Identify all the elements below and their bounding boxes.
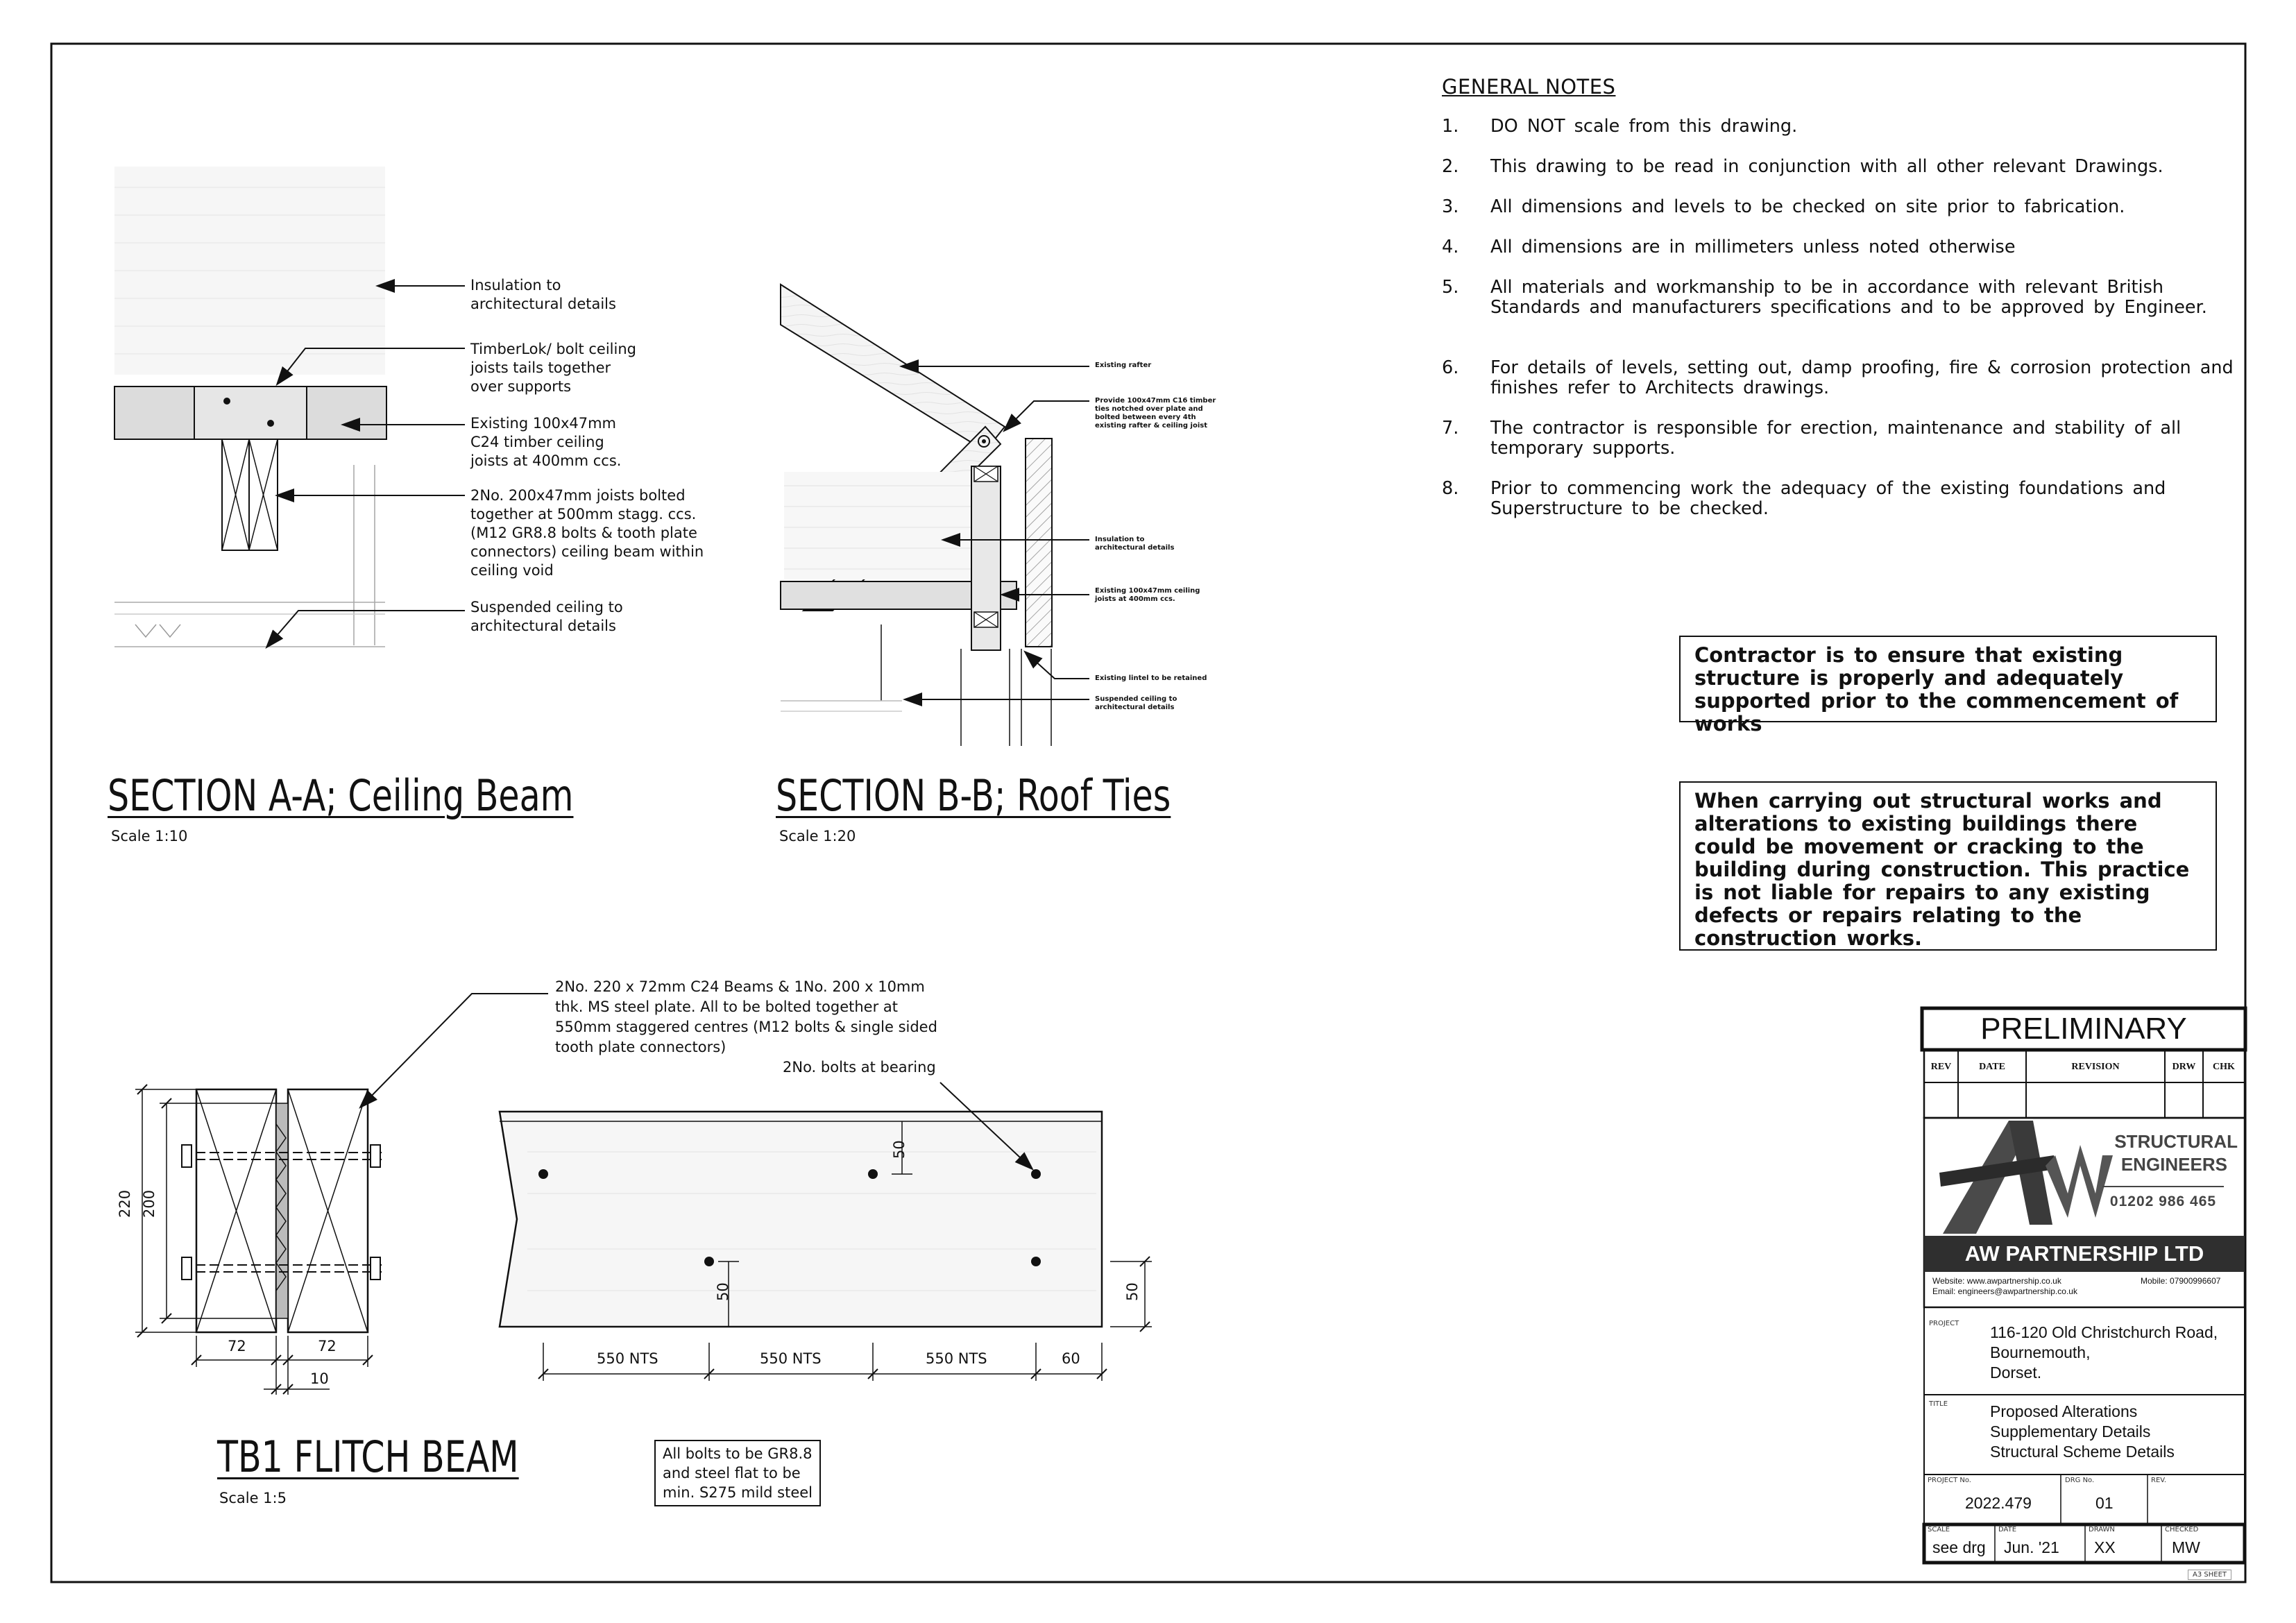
flitch-scale: Scale 1:5: [219, 1490, 287, 1506]
section-a-graphic: [114, 167, 465, 647]
note-text: All dimensions are in millimeters unless noted otherwise: [1490, 237, 2016, 257]
date-value: Jun. '21: [2004, 1538, 2059, 1556]
flitch-section-graphic: [135, 994, 548, 1395]
note-number: 7.: [1442, 418, 1459, 439]
scale-value: see drg: [1932, 1538, 1986, 1556]
bearing-note: 2No. bolts at bearing: [783, 1059, 936, 1076]
dim-10: 10: [310, 1370, 329, 1387]
note-text: All dimensions and levels to be checked on site prior to fabrication.: [1490, 196, 2125, 217]
dim-200: 200: [141, 1189, 158, 1218]
dim-60: 60: [1062, 1350, 1080, 1367]
dim-50-end: 50: [1124, 1282, 1141, 1301]
note-number: 6.: [1442, 357, 1459, 378]
rev-header: REV: [1930, 1062, 1952, 1072]
support-warning-box: Contractor is to ensure that existing structure is properly and adequately supported prior to the commencement of works: [1679, 636, 2217, 722]
company-tagline-engineers: ENGINEERS: [2120, 1154, 2227, 1175]
liability-warning-box: When carrying out structural works and alterations to existing buildings there could be movement or cracking to the building during construction. This practice is not liable for repairs to any existing defects or repairs relating to the construction works.: [1679, 781, 2217, 951]
project-label: PROJECT: [1929, 1320, 1959, 1327]
note-text: All materials and workmanship to be in accordance with relevant British Standards and manufacturers specifications and to be approved by Engineer.: [1490, 277, 2207, 318]
callout-ties: Provide 100x47mm C16 timber ties notched over plate and bolted between every 4th existing rafter & ceiling joist: [1095, 397, 1216, 430]
revision-header: REVISION: [2071, 1062, 2120, 1072]
chk-header: CHK: [2213, 1062, 2235, 1072]
callout-existing-joists: Existing 100x47mm C24 timber ceiling joists at 400mm ccs.: [470, 415, 622, 469]
note-number: 1.: [1442, 116, 1459, 137]
dim-220: 220: [117, 1189, 133, 1218]
date-label: DATE: [1998, 1526, 2017, 1533]
date-header: DATE: [1979, 1062, 2005, 1072]
note-text: This drawing to be read in conjunction with all other relevant Drawings.: [1490, 156, 2163, 177]
drawing-title: Proposed Alterations Supplementary Details Structural Scheme Details: [1990, 1402, 2175, 1461]
company-email: Email: engineers@awpartnership.co.uk: [1932, 1286, 2077, 1296]
rev-label: REV.: [2151, 1477, 2166, 1484]
company-phone: 01202 986 465: [2109, 1193, 2217, 1209]
flitch-elevation-graphic: [500, 1082, 1152, 1381]
callout-rafter: Existing rafter: [1095, 362, 1152, 369]
general-notes-title: GENERAL NOTES: [1442, 75, 1616, 99]
section-b-scale: Scale 1:20: [779, 828, 856, 844]
project-no-label: PROJECT No.: [1928, 1477, 1971, 1484]
dim-550-3: 550 NTS: [926, 1350, 987, 1367]
drw-header: DRW: [2172, 1062, 2196, 1072]
callout-insulation-b: Insulation to architectural details: [1095, 536, 1175, 552]
callout-timberlok: TimberLok/ bolt ceiling joists tails together over supports: [470, 341, 636, 395]
dim-550-2: 550 NTS: [760, 1350, 822, 1367]
drg-no-label: DRG No.: [2065, 1477, 2095, 1484]
flitch-spec-note: 2No. 220 x 72mm C24 Beams & 1No. 200 x 10mm thk. MS steel plate. All to be bolted together at 550mm staggered centres (M12 bolts & single sided tooth plate connectors): [555, 978, 937, 1055]
sheet-size: A3 SHEET: [2188, 1570, 2231, 1580]
dim-550-1: 550 NTS: [597, 1350, 658, 1367]
callout-insulation: Insulation to architectural details: [470, 277, 616, 312]
status-badge: PRELIMINARY: [1980, 1012, 2187, 1046]
bolt-grade-note: All bolts to be GR8.8 and steel flat to be min. S275 mild steel: [654, 1440, 821, 1506]
checked-value: MW: [2172, 1538, 2200, 1556]
callout-ceiling-b: Suspended ceiling to architectural details: [1095, 695, 1177, 711]
drawn-value: XX: [2094, 1538, 2116, 1556]
company-tagline-structural: STRUCTURAL: [2114, 1131, 2238, 1152]
note-number: 3.: [1442, 196, 1459, 217]
checked-label: CHECKED: [2165, 1526, 2199, 1533]
note-text: Prior to commencing work the adequacy of the existing foundations and Superstructure to be checked.: [1490, 478, 2166, 519]
flitch-title: TB1 FLITCH BEAM: [217, 1431, 519, 1482]
company-mobile: Mobile: 07900996607: [2141, 1276, 2221, 1286]
company-website: Website: www.awpartnership.co.uk: [1932, 1276, 2061, 1286]
note-number: 5.: [1442, 277, 1459, 298]
dim-72-right: 72: [318, 1338, 337, 1354]
callout-new-joists: 2No. 200x47mm joists bolted together at 500mm stagg. ccs. (M12 GR8.8 bolts & tooth plate connectors) ceiling beam within ceiling void: [470, 487, 704, 579]
note-number: 8.: [1442, 478, 1459, 499]
company-name: AW PARTNERSHIP LTD: [1964, 1241, 2204, 1266]
note-text: DO NOT scale from this drawing.: [1490, 116, 1798, 137]
callout-ceiling: Suspended ceiling to architectural details: [470, 599, 623, 634]
title-label: TITLE: [1929, 1400, 1948, 1408]
dim-50-bottom: 50: [715, 1282, 731, 1301]
dim-50-top: 50: [891, 1140, 908, 1159]
dim-72-left: 72: [228, 1338, 246, 1354]
callout-lintel: Existing lintel to be retained: [1095, 674, 1207, 682]
section-b-title: SECTION B-B; Roof Ties: [776, 770, 1171, 821]
scale-label: SCALE: [1928, 1526, 1950, 1533]
callout-joists-b: Existing 100x47mm ceiling joists at 400mm ccs.: [1095, 587, 1200, 603]
project-address: 116-120 Old Christchurch Road, Bournemouth, Dorset.: [1990, 1323, 2218, 1382]
section-b-graphic: [781, 284, 1089, 746]
note-number: 2.: [1442, 156, 1459, 177]
note-number: 4.: [1442, 237, 1459, 257]
note-text: The contractor is responsible for erection, maintenance and stability of all temporary supports.: [1490, 418, 2182, 459]
section-a-title: SECTION A-A; Ceiling Beam: [108, 770, 574, 821]
drawn-label: DRAWN: [2089, 1526, 2115, 1533]
project-number: 2022.479: [1965, 1494, 2032, 1512]
note-text: For details of levels, setting out, damp proofing, fire & corrosion protection and finishes refer to Architects drawings.: [1490, 357, 2234, 398]
section-a-scale: Scale 1:10: [111, 828, 188, 844]
drawing-number: 01: [2095, 1494, 2114, 1512]
